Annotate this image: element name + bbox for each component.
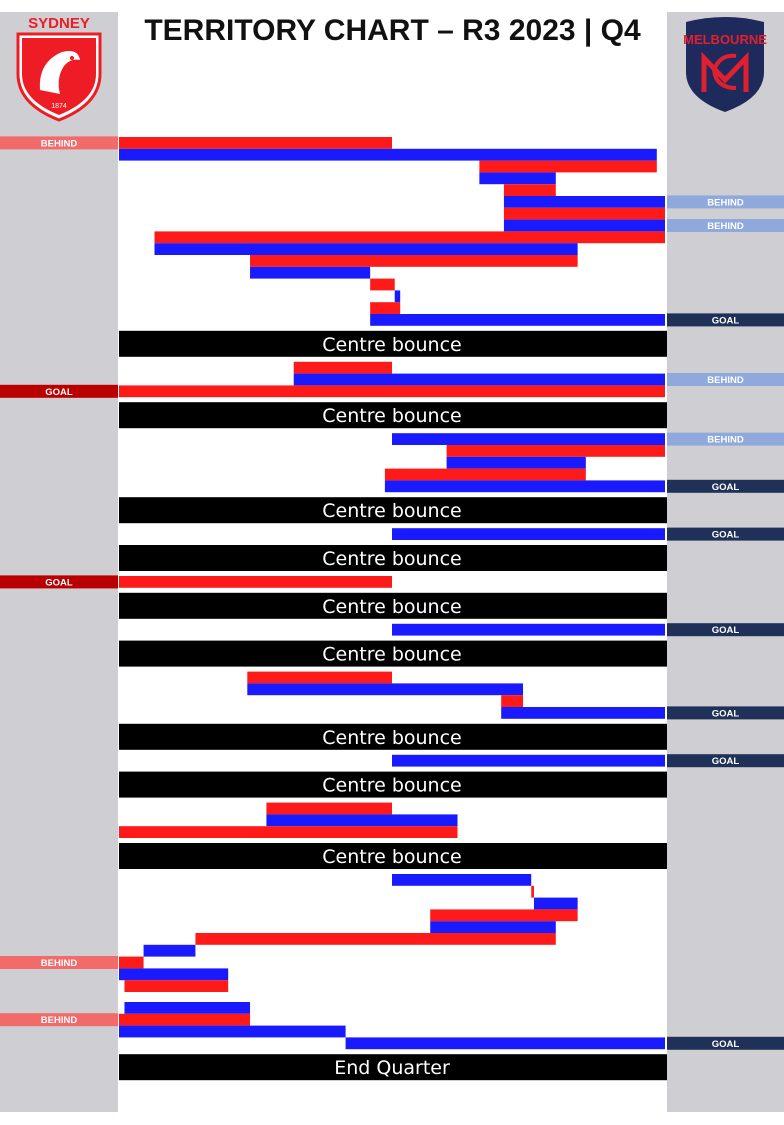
score-tag-label: BEHIND — [707, 197, 744, 209]
sydney-territory-bar — [250, 255, 578, 267]
melbourne-territory-bar — [294, 374, 665, 386]
melbourne-territory-bar — [119, 968, 228, 980]
score-tag-label: GOAL — [711, 625, 740, 637]
score-tag-label: GOAL — [711, 1038, 740, 1050]
melbourne-territory-bar — [504, 220, 665, 232]
separator-label: Centre bounce — [322, 333, 462, 356]
score-tag-label: BEHIND — [707, 375, 744, 386]
melbourne-territory-bar — [119, 149, 657, 161]
score-tag-label: BEHIND — [40, 958, 78, 969]
sydney-territory-bar — [119, 826, 458, 838]
score-tag-label: GOAL — [711, 708, 740, 720]
sydney-founded: 1874 — [51, 103, 67, 110]
sydney-territory-bar — [119, 385, 665, 397]
sydney-territory-bar — [479, 161, 656, 173]
score-tag-label: BEHIND — [40, 1015, 78, 1027]
separator-label: End Quarter — [334, 1057, 450, 1080]
separator-label: Centre bounce — [322, 500, 462, 523]
score-tag-label: GOAL — [711, 756, 740, 768]
separator-label: Centre bounce — [322, 774, 462, 797]
melbourne-territory-bar — [346, 1037, 665, 1049]
sydney-territory-bar — [266, 803, 392, 815]
separator-label: Centre bounce — [322, 846, 462, 868]
separator-label: Centre bounce — [322, 405, 462, 428]
melbourne-territory-bar — [430, 921, 556, 933]
sydney-wordmark: SYDNEY — [28, 15, 90, 32]
melbourne-territory-bar — [534, 898, 578, 910]
melbourne-territory-bar — [504, 196, 665, 208]
melbourne-territory-bar — [154, 243, 577, 255]
score-tag-label: GOAL — [711, 481, 740, 493]
sydney-territory-bar — [119, 957, 144, 969]
melbourne-territory-bar — [266, 814, 457, 826]
score-tag-label: GOAL — [45, 577, 73, 589]
sydney-territory-bar — [119, 137, 392, 149]
melbourne-wordmark: MELBOURNE — [683, 32, 767, 47]
melbourne-territory-bar — [370, 314, 665, 326]
melbourne-territory-bar — [144, 945, 196, 957]
melbourne-territory-bar — [395, 290, 400, 302]
score-tag-label: BEHIND — [707, 434, 744, 446]
chart-title: TERRITORY CHART – R3 2023 | Q4 — [144, 14, 641, 47]
separator-label: Centre bounce — [322, 595, 462, 618]
melbourne-territory-bar — [501, 707, 665, 719]
sydney-territory-bar — [247, 672, 392, 684]
score-tag-label: BEHIND — [707, 221, 744, 232]
sydney-territory-bar — [124, 980, 228, 992]
melbourne-territory-bar — [392, 874, 531, 886]
sydney-territory-bar — [370, 302, 400, 314]
score-tag-label: GOAL — [45, 386, 73, 398]
sydney-territory-bar — [430, 909, 577, 921]
melbourne-territory-bar — [392, 433, 665, 445]
melbourne-territory-bar — [392, 624, 665, 636]
separator-label: Centre bounce — [322, 643, 462, 666]
melbourne-territory-bar — [447, 457, 586, 469]
sydney-territory-bar — [370, 279, 395, 291]
sydney-territory-bar — [501, 695, 523, 707]
melbourne-territory-bar — [392, 528, 665, 540]
melbourne-territory-bar — [385, 480, 665, 492]
sydney-territory-bar — [119, 576, 392, 588]
sydney-territory-bar — [504, 208, 665, 220]
separator-label: Centre bounce — [322, 548, 462, 570]
score-tag-label: GOAL — [711, 529, 740, 541]
sydney-territory-bar — [154, 231, 665, 243]
melbourne-territory-bar — [479, 172, 555, 184]
melbourne-territory-bar — [119, 1026, 346, 1038]
separator-label: Centre bounce — [322, 726, 462, 749]
sydney-territory-bar — [294, 362, 392, 374]
score-tag-label: BEHIND — [40, 138, 78, 150]
score-tag-label: GOAL — [711, 315, 740, 327]
sydney-territory-bar — [195, 933, 555, 945]
melbourne-territory-bar — [247, 683, 523, 695]
sydney-territory-bar — [385, 469, 586, 481]
sydney-territory-bar — [504, 184, 556, 196]
sydney-territory-bar — [119, 1014, 250, 1026]
sydney-territory-bar — [447, 445, 665, 457]
melbourne-territory-bar — [392, 755, 665, 767]
melbourne-territory-bar — [250, 267, 370, 279]
melbourne-territory-bar — [124, 1002, 250, 1014]
sydney-territory-bar — [531, 886, 534, 898]
